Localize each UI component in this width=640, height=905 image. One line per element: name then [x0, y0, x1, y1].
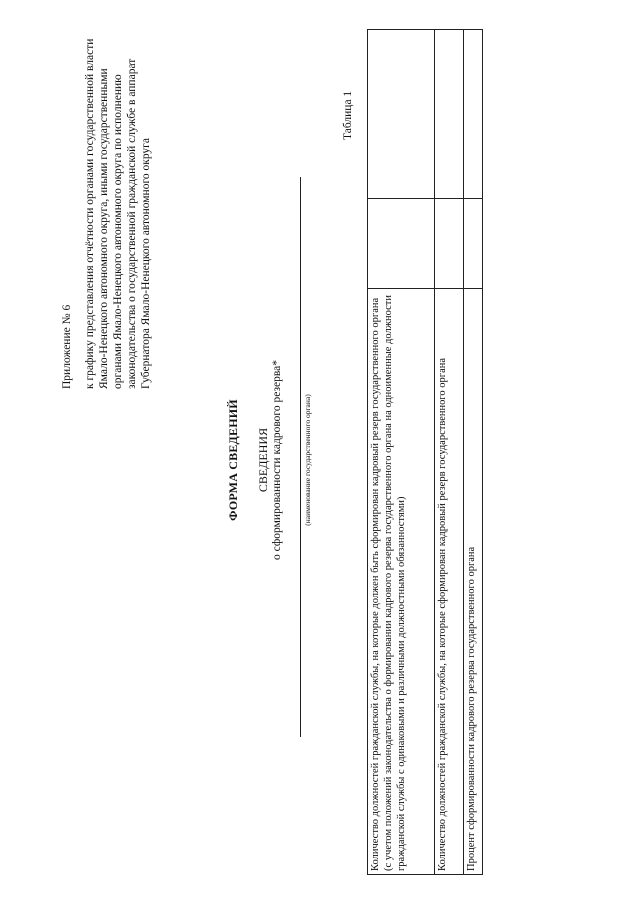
table-label: Таблица 1: [342, 90, 354, 140]
table-row: [368, 30, 435, 875]
row-empty-cell: [464, 30, 483, 199]
row-label: Количество должностей гражданской службы, на которые сформирован кадровый резерв государственного органа: [435, 289, 464, 875]
table-row: [435, 30, 464, 875]
row-empty-cell: [368, 30, 435, 199]
form-title: ФОРМА СВЕДЕНИЙ: [226, 399, 240, 521]
document-heading: СВЕДЕНИЯ: [256, 427, 270, 493]
row-label: Количество должностей гражданской службы, на которые должен быть сформирован кадровый резерв государственного органа (с учетом положений законодательства о формировании кадрового резерва государственного органа на одноименные должности гражданской службы с одинаковыми и различными должностными обязанностями): [368, 289, 435, 875]
row-empty-cell: [435, 30, 464, 199]
row-value: [464, 199, 483, 289]
row-value: [435, 199, 464, 289]
appendix-number: Приложение № 6: [61, 304, 73, 389]
org-name-caption: (наименование государственного органа): [303, 394, 312, 526]
document-subtitle: о сформированности кадрового резерва*: [271, 360, 283, 561]
row-label: Процент сформированности кадрового резерва государственного органа: [464, 289, 483, 875]
reserve-table: [367, 29, 483, 875]
appendix-text: к графику представления отчётности органами государственной власти Ямало-Ненецкого автономного округа, иными государственными органами Ямало-Ненецкого автономного округа по исполнению законодательства о государственной гражданской службе в аппарат Губернатора Ямало-Ненецкого автономного округа: [84, 38, 152, 389]
org-name-line: [300, 177, 301, 737]
table-row: [464, 30, 483, 875]
appendix-block: [60, 29, 153, 389]
row-value: [368, 199, 435, 289]
